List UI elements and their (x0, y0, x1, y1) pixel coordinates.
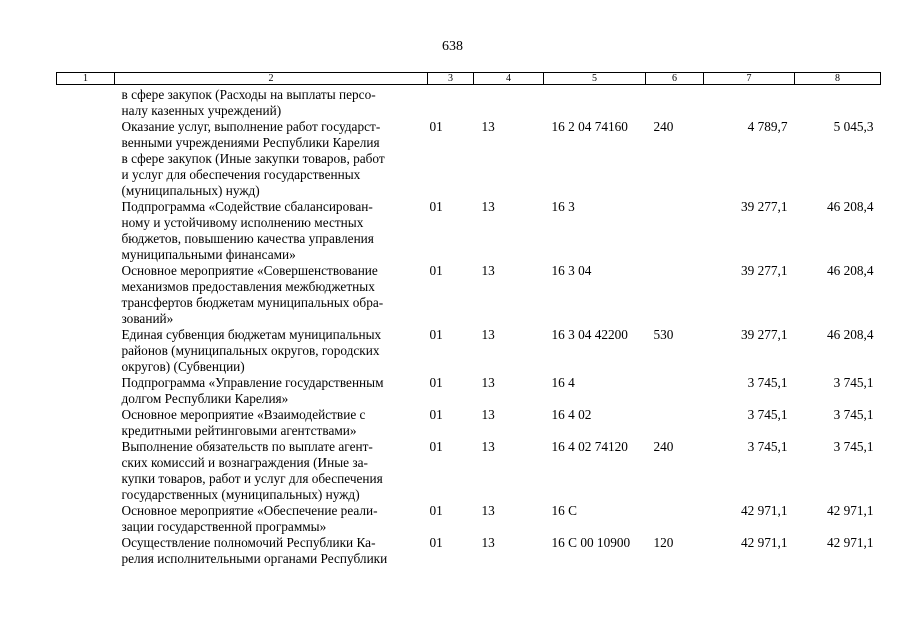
description-line: кредитными рейтинговыми агентствами» (121, 423, 357, 438)
expense-type-code (646, 375, 704, 407)
description-line: налу казенных учреждений) (121, 103, 282, 118)
amount-col-7: 4 789,7 (747, 119, 788, 134)
section-code: 01 (429, 263, 443, 278)
row-col-1 (57, 535, 115, 567)
table-row (57, 439, 881, 503)
section-code: 01 (429, 119, 443, 134)
budget-table (56, 72, 881, 567)
section-code: 01 (429, 407, 443, 422)
expense-type-code: 530 (653, 327, 674, 342)
amount-col-7: 42 971,1 (740, 535, 788, 550)
target-article-code: 16 С (551, 503, 577, 518)
amount-col-8 (795, 85, 881, 120)
amount-col-8: 42 971,1 (826, 535, 874, 550)
row-col-1 (57, 439, 115, 503)
description-line: Единая субвенция бюджетам муниципальных (121, 327, 382, 342)
header-col-4: 4 (474, 73, 544, 85)
expense-type-code (646, 263, 704, 327)
table-row (57, 535, 881, 567)
subsection-code: 13 (481, 119, 495, 134)
subsection-code (474, 85, 544, 120)
target-article-code: 16 4 02 74120 (551, 439, 628, 454)
amount-col-7: 3 745,1 (747, 439, 788, 454)
description-line: релия исполнительными органами Республики (121, 551, 388, 566)
amount-col-8: 42 971,1 (826, 503, 874, 518)
description-line: в сфере закупок (Иные закупки товаров, работ (121, 151, 385, 166)
description-line: ному и устойчивому исполнению местных (121, 215, 364, 230)
expense-type-code (646, 199, 704, 263)
description-line: ских комиссий и вознаграждения (Иные за- (121, 455, 368, 470)
section-code: 01 (429, 199, 443, 214)
expense-type-code (646, 503, 704, 535)
row-col-1 (57, 327, 115, 375)
description-line: механизмов предоставления межбюджетных (121, 279, 375, 294)
row-description (115, 327, 428, 375)
section-code: 01 (429, 439, 443, 454)
amount-col-7: 3 745,1 (747, 375, 788, 390)
description-line: Выполнение обязательств по выплате агент- (121, 439, 373, 454)
row-description (115, 375, 428, 407)
row-col-1 (57, 119, 115, 199)
description-line: в сфере закупок (Расходы на выплаты персо- (121, 87, 376, 102)
subsection-code: 13 (481, 199, 495, 214)
section-code: 01 (429, 375, 443, 390)
table-row (57, 199, 881, 263)
row-description (115, 535, 428, 567)
description-line: трансфертов бюджетам муниципальных обра- (121, 295, 384, 310)
subsection-code: 13 (481, 263, 495, 278)
subsection-code: 13 (481, 327, 495, 342)
header-col-8: 8 (795, 73, 881, 85)
expense-type-code: 240 (653, 439, 674, 454)
table-row (57, 85, 881, 120)
target-article-code: 16 С 00 10900 (551, 535, 631, 550)
row-col-1 (57, 503, 115, 535)
target-article-code: 16 2 04 74160 (551, 119, 628, 134)
subsection-code: 13 (481, 535, 495, 550)
page-number: 638 (442, 39, 463, 54)
row-col-1 (57, 375, 115, 407)
header-col-1: 1 (57, 73, 115, 85)
section-code: 01 (429, 327, 443, 342)
amount-col-7 (704, 85, 795, 120)
subsection-code: 13 (481, 439, 495, 454)
description-line: Подпрограмма «Содействие сбалансирован- (121, 199, 373, 214)
description-line: зации государственной программы» (121, 519, 327, 534)
expense-type-code: 240 (653, 119, 674, 134)
row-col-1 (57, 199, 115, 263)
description-line: и услуг для обеспечения государственных (121, 167, 361, 182)
amount-col-8: 46 208,4 (826, 199, 874, 214)
amount-col-7: 42 971,1 (740, 503, 788, 518)
description-line: купки товаров, работ и услуг для обеспечения (121, 471, 383, 486)
description-line: Осуществление полномочий Республики Ка- (121, 535, 376, 550)
table-row (57, 327, 881, 375)
expense-type-code (646, 85, 704, 120)
description-line: долгом Республики Карелия» (121, 391, 289, 406)
description-line: Подпрограмма «Управление государственным (121, 375, 384, 390)
amount-col-8: 5 045,3 (833, 119, 874, 134)
row-description (115, 85, 428, 120)
description-line: зований» (121, 311, 174, 326)
amount-col-8: 3 745,1 (833, 407, 874, 422)
target-article-code: 16 3 04 (551, 263, 592, 278)
header-col-7: 7 (704, 73, 795, 85)
description-line: округов) (Субвенции) (121, 359, 245, 374)
row-col-1 (57, 263, 115, 327)
section-code: 01 (429, 535, 443, 550)
amount-col-8: 46 208,4 (826, 263, 874, 278)
amount-col-7: 39 277,1 (740, 199, 788, 214)
header-col-2: 2 (115, 73, 428, 85)
description-line: Основное мероприятие «Совершенствование (121, 263, 378, 278)
amount-col-7: 39 277,1 (740, 327, 788, 342)
column-number-header (57, 73, 881, 85)
row-description (115, 407, 428, 439)
row-col-1 (57, 407, 115, 439)
subsection-code: 13 (481, 375, 495, 390)
row-description (115, 439, 428, 503)
description-line: районов (муниципальных округов, городских (121, 343, 380, 358)
target-article-code: 16 4 (551, 375, 575, 390)
target-article-code (544, 85, 646, 120)
description-line: государственных (муниципальных) нужд) (121, 487, 360, 502)
header-col-5: 5 (544, 73, 646, 85)
description-line: Оказание услуг, выполнение работ государст- (121, 119, 381, 134)
description-line: бюджетов, повышению качества управления (121, 231, 374, 246)
expense-type-code (646, 407, 704, 439)
amount-col-8: 3 745,1 (833, 375, 874, 390)
amount-col-8: 46 208,4 (826, 327, 874, 342)
description-line: венными учреждениями Республики Карелия (121, 135, 380, 150)
description-line: (муниципальных) нужд) (121, 183, 260, 198)
row-col-1 (57, 85, 115, 120)
target-article-code: 16 3 (551, 199, 575, 214)
table-row (57, 119, 881, 199)
target-article-code: 16 4 02 (551, 407, 592, 422)
section-code: 01 (429, 503, 443, 518)
table-row (57, 503, 881, 535)
description-line: Основное мероприятие «Обеспечение реали- (121, 503, 378, 518)
subsection-code: 13 (481, 503, 495, 518)
expense-type-code: 120 (653, 535, 674, 550)
table-row (57, 407, 881, 439)
description-line: Основное мероприятие «Взаимодействие с (121, 407, 366, 422)
description-line: муниципальными финансами» (121, 247, 296, 262)
header-col-3: 3 (428, 73, 474, 85)
amount-col-7: 3 745,1 (747, 407, 788, 422)
subsection-code: 13 (481, 407, 495, 422)
section-code (428, 85, 474, 120)
row-description (115, 199, 428, 263)
amount-col-8: 3 745,1 (833, 439, 874, 454)
row-description (115, 119, 428, 199)
table-row (57, 375, 881, 407)
header-col-6: 6 (646, 73, 704, 85)
table-row (57, 263, 881, 327)
row-description (115, 503, 428, 535)
row-description (115, 263, 428, 327)
amount-col-7: 39 277,1 (740, 263, 788, 278)
target-article-code: 16 3 04 42200 (551, 327, 628, 342)
